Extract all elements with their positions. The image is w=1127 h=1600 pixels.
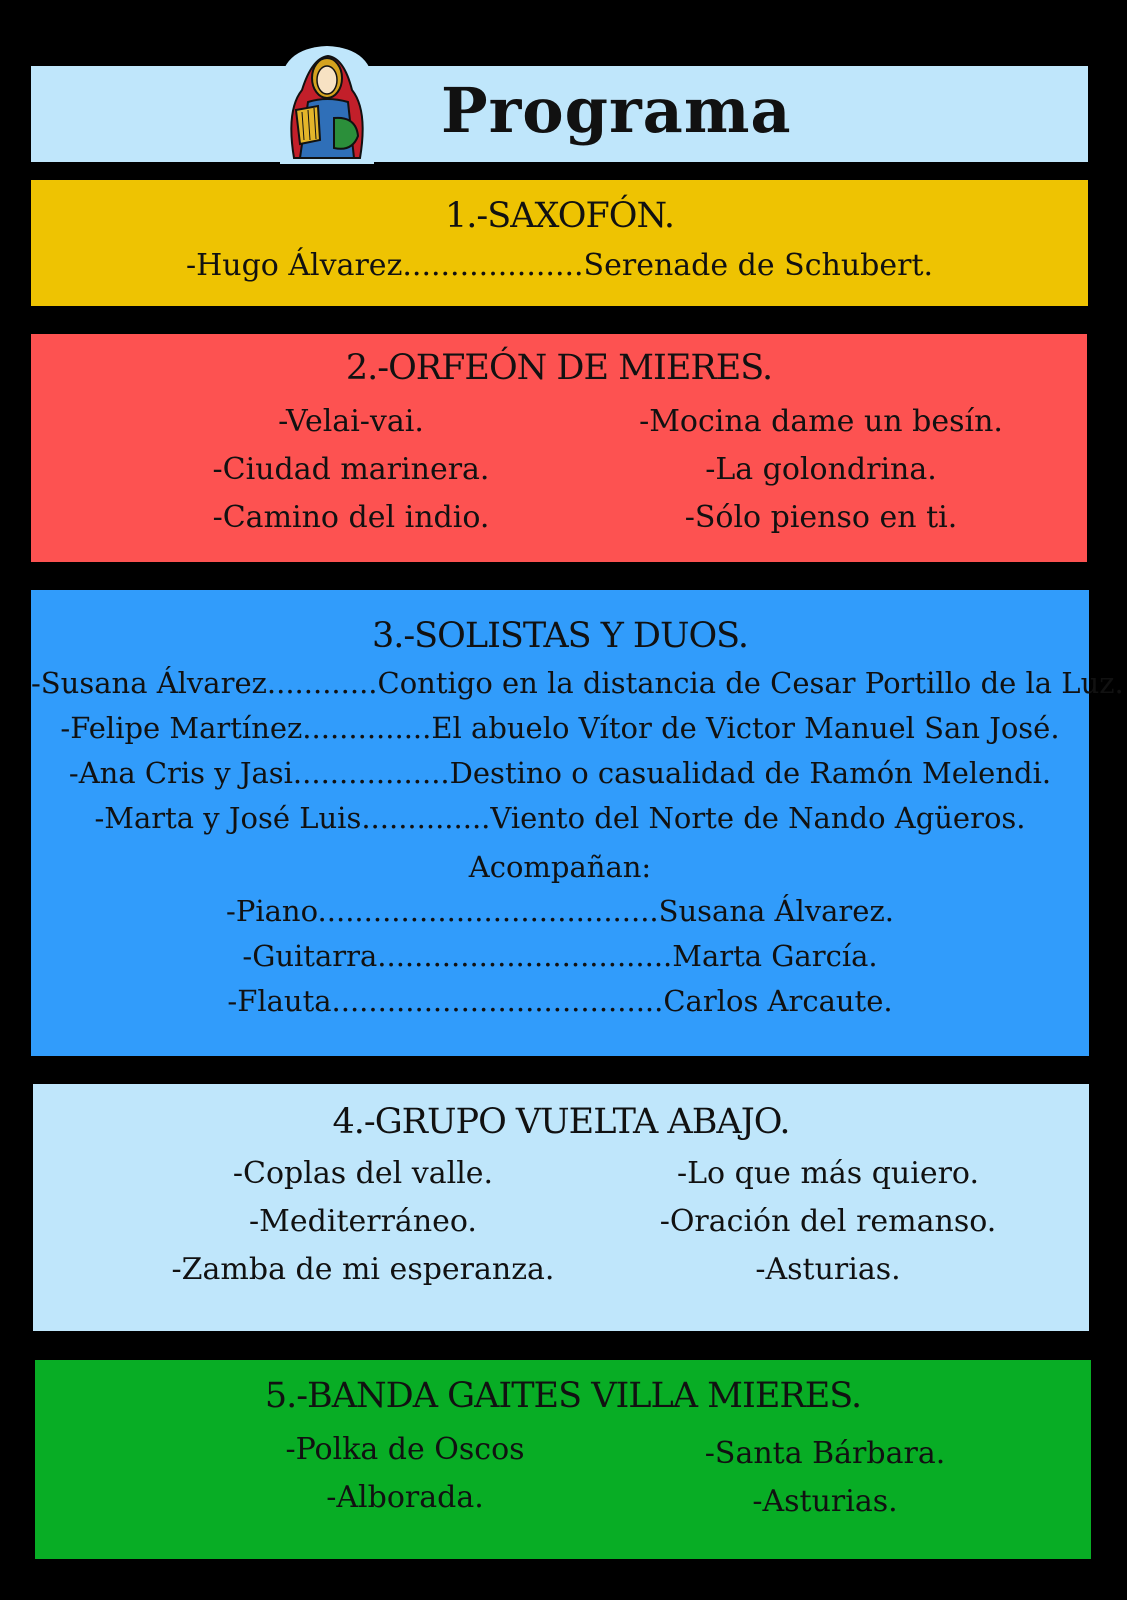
list-item: -Lo que más quiero. — [676, 1156, 980, 1191]
page-title: Programa — [441, 74, 792, 147]
list-item: -La golondrina. — [705, 452, 937, 487]
program-line: -Susana Álvarez............Contigo en la distancia de Cesar Portillo de la Luz. — [31, 666, 1124, 700]
list-item: -Asturias. — [755, 1252, 901, 1287]
right-column — [576, 398, 1066, 542]
list-item: -Coplas del valle. — [232, 1156, 494, 1191]
section-heading: 3.-SOLISTAS Y DUOS. — [371, 616, 749, 656]
section-solistas — [31, 590, 1124, 1056]
program-line: -Ana Cris y Jasi.................Destino o casualidad de Ramón Melendi. — [68, 756, 1052, 790]
section-heading: 5.-BANDA GAITES VILLA MIERES. — [264, 1376, 862, 1416]
list-item: -Mediterráneo. — [249, 1204, 477, 1239]
accompaniment-line: -Flauta....................................Carlos Arcaute. — [227, 984, 893, 1018]
list-item: -Oración del remanso. — [659, 1204, 997, 1239]
list-item: -Camino del indio. — [212, 500, 490, 535]
right-column — [593, 1150, 1063, 1294]
list-item: -Sólo pienso en ti. — [684, 500, 958, 535]
section-grupo — [33, 1084, 1089, 1331]
list-item: -Zamba de mi esperanza. — [171, 1252, 555, 1287]
right-column — [615, 1430, 1035, 1526]
section-heading: 4.-GRUPO VUELTA ABAJO. — [332, 1102, 790, 1142]
section-heading: 1.-SAXOFÓN. — [445, 196, 674, 236]
section-banda — [35, 1360, 1091, 1559]
program-line: -Marta y José Luis..............Viento del Norte de Nando Agüeros. — [94, 801, 1026, 835]
section-saxofon — [31, 180, 1088, 306]
list-item: -Alborada. — [326, 1480, 484, 1515]
accompaniment-line: -Piano.....................................Susana Álvarez. — [226, 894, 894, 928]
list-item: -Santa Bárbara. — [704, 1436, 946, 1471]
accompaniment-line: -Guitarra................................Marta García. — [242, 939, 878, 973]
subheading: Acompañan: — [468, 850, 652, 884]
list-item: -Polka de Oscos — [285, 1432, 525, 1467]
section-orfeon — [31, 334, 1087, 562]
left-column — [205, 1426, 605, 1522]
list-item: -Mocina dame un besín. — [639, 404, 1003, 439]
list-item: -Velai-vai. — [278, 404, 424, 439]
program-line: -Felipe Martínez..............El abuelo Vítor de Victor Manuel San José. — [60, 711, 1060, 745]
list-item: -Asturias. — [752, 1484, 898, 1519]
list-item: -Ciudad marinera. — [212, 452, 490, 487]
left-column — [123, 1150, 603, 1294]
program-line: -Hugo Álvarez...................Serenade de Schubert. — [185, 248, 934, 283]
left-column — [141, 398, 561, 542]
program-header — [31, 66, 1088, 162]
section-heading: 2.-ORFEÓN DE MIERES. — [345, 348, 773, 388]
saint-with-harp-icon — [272, 40, 382, 164]
